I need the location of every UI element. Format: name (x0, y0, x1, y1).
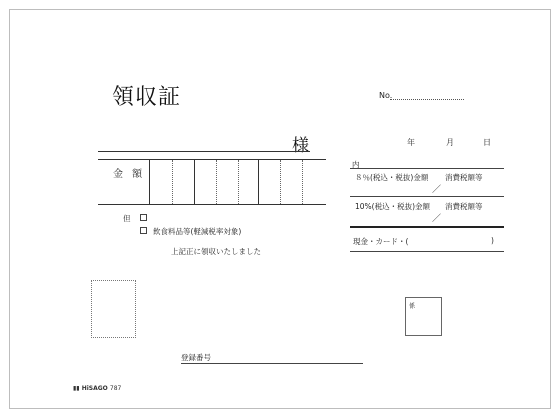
amount-divider (149, 160, 150, 204)
date-month-label: 月 (446, 138, 454, 147)
breakdown-top-rule (350, 168, 504, 169)
digit-divider (302, 160, 303, 204)
rate10-rule[interactable] (350, 226, 504, 228)
brand-name: HiSAGO (81, 385, 108, 392)
registration-number-field[interactable] (181, 363, 363, 364)
addressee-field[interactable] (98, 151, 310, 152)
brand-logo (73, 385, 121, 392)
payment-rule[interactable] (350, 251, 504, 252)
digit-divider (216, 160, 217, 204)
amount-label: 金 額 (113, 169, 146, 180)
digit-divider (172, 160, 173, 204)
breakdown-label: 内 (352, 160, 360, 169)
date-day-label: 日 (483, 138, 491, 147)
digit-divider (258, 160, 259, 204)
rate8-slash: ／ (432, 185, 442, 195)
digit-divider (280, 160, 281, 204)
receipt-title: 領収証 (112, 85, 182, 110)
rate8-tax-label: 消費税額等 (445, 173, 483, 182)
revenue-stamp-box (91, 280, 136, 338)
digit-divider (238, 160, 239, 204)
addressee-suffix: 様 (292, 136, 309, 156)
receipt-number-field[interactable] (390, 99, 464, 100)
digit-divider (194, 160, 195, 204)
kakari-box[interactable] (405, 297, 442, 336)
brand-mark-icon: ▮▮ (73, 385, 80, 392)
proviso-checkbox[interactable] (140, 214, 147, 221)
payment-method-label: 現金・カード・( (353, 237, 409, 246)
received-statement: 上記正に領収いたしました (171, 247, 261, 256)
rate10-slash: ／ (432, 214, 442, 224)
rate8-rule[interactable] (350, 196, 504, 197)
payment-method-close: ) (491, 236, 494, 245)
food-item-label: 飲食料品等(軽減税率対象) (153, 227, 242, 236)
date-year-label: 年 (407, 138, 415, 147)
rate10-amount-label: 10%(税込・税抜)金額 (355, 202, 431, 211)
registration-number-label: 登録番号 (181, 353, 211, 362)
rate8-amount-label: ８％(税込・税抜)金額 (355, 173, 429, 182)
rate10-tax-label: 消費税額等 (445, 202, 483, 211)
proviso-label: 但 (123, 214, 131, 223)
food-item-checkbox[interactable] (140, 227, 147, 234)
receipt-number-label: No. (379, 91, 393, 100)
kakari-label: 係 (409, 303, 416, 310)
brand-model: 787 (109, 385, 122, 392)
